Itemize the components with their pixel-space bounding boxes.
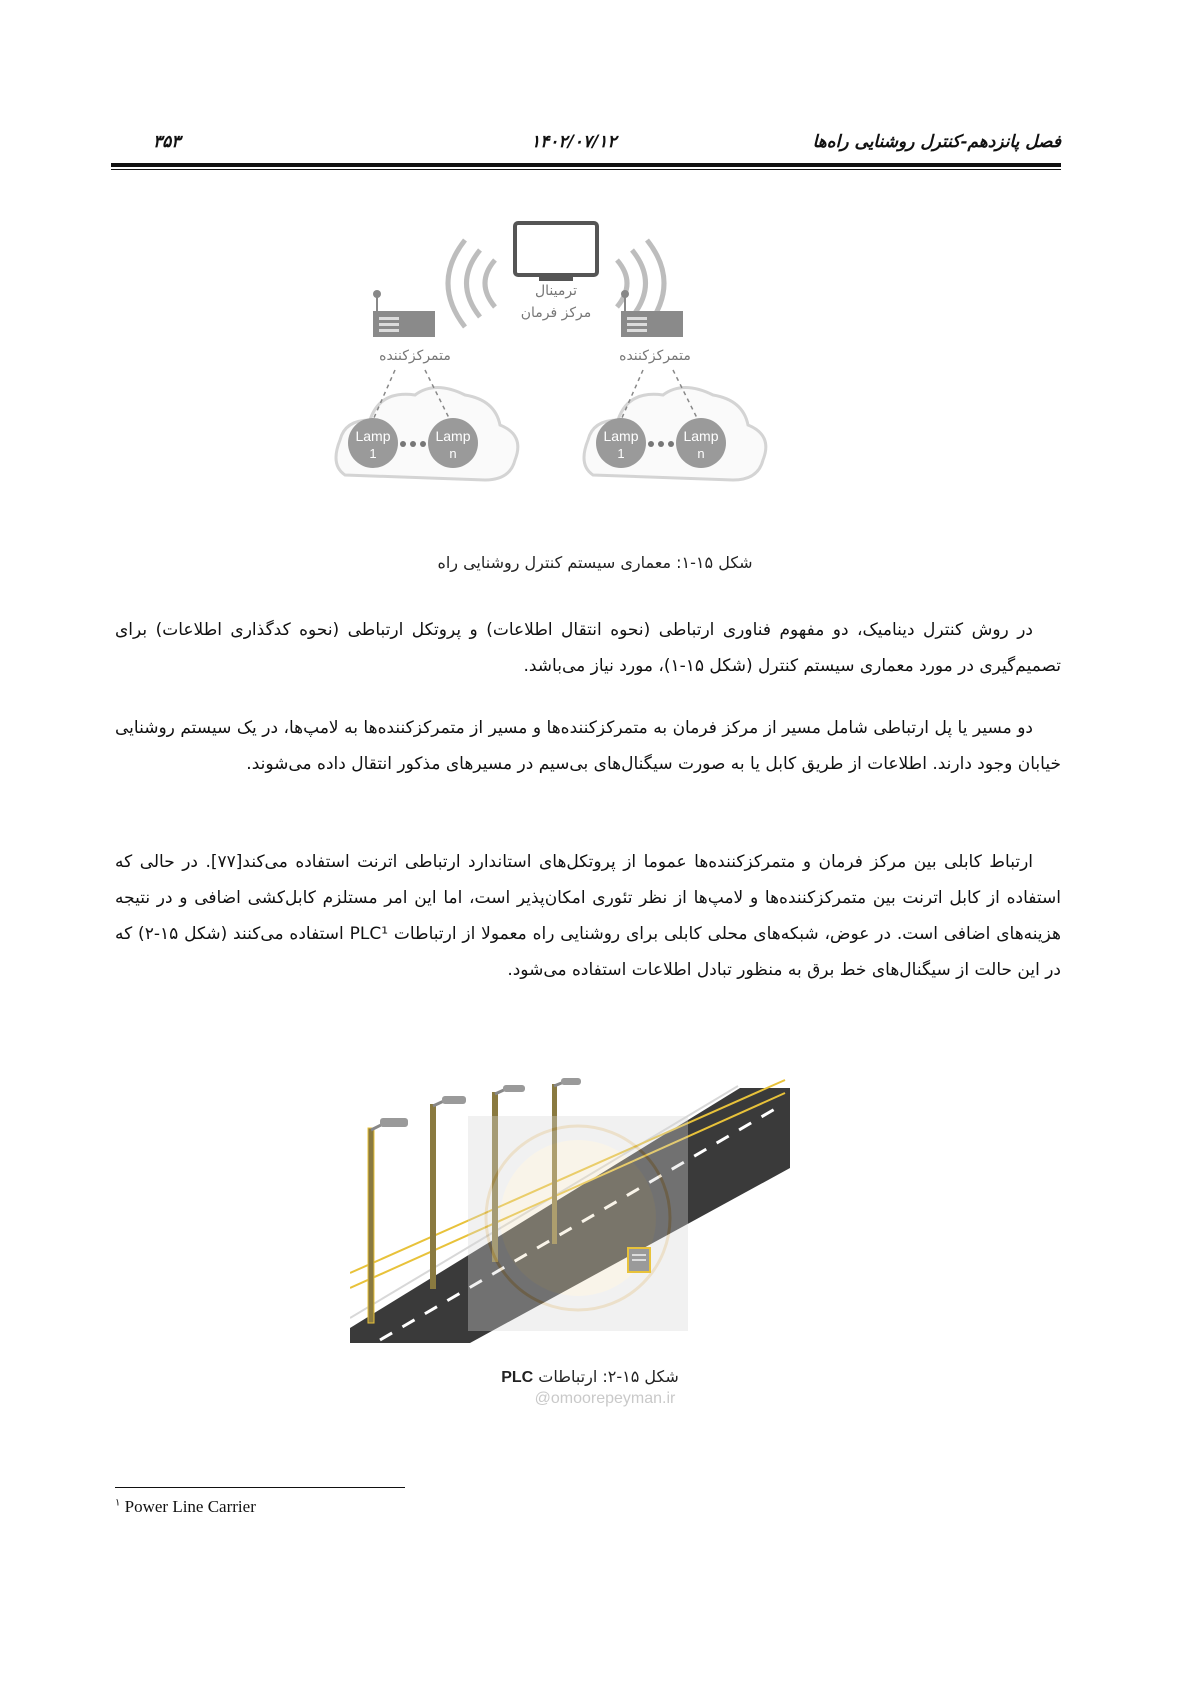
terminal-label: ترمینال — [534, 283, 578, 299]
footnote — [115, 1497, 256, 1517]
svg-text:n: n — [697, 446, 705, 461]
footnote-text: Power Line Carrier — [124, 1497, 256, 1516]
watermark-logo — [468, 1116, 688, 1331]
ellipsis-left — [400, 441, 426, 447]
svg-text:Lamp: Lamp — [683, 428, 719, 444]
paragraph-1 — [115, 612, 1061, 684]
ellipsis-right — [648, 441, 674, 447]
svg-text:Lamp: Lamp — [435, 428, 471, 444]
concentrator-left-label: متمرکزکننده — [379, 348, 451, 364]
lamp-node-right-1 — [596, 418, 646, 468]
page-number: ۳۵۳ — [153, 132, 181, 152]
svg-text:n: n — [449, 446, 457, 461]
lamp-node-left-1 — [348, 418, 398, 468]
page-header — [111, 126, 1061, 166]
concentrator-right-icon — [621, 290, 683, 337]
wireless-waves-left-icon — [448, 240, 495, 327]
footnote-rule — [115, 1487, 405, 1488]
terminal-monitor-icon — [515, 223, 597, 281]
paragraph-3-text: ارتباط کابلی بین مرکز فرمان و متمرکزکننده‌ها عموما از پروتکل‌های استاندارد ارتباطی اترنت استفاده می‌کند[۷۷]. در حالی که استفاده از کابل اترنت بین متمرکزکننده‌ها و لامپ‌ها از نظر تئوری امکان‌پذیر است، اما این امر مستلزم کابل‌کشی اضافی و در نتیجه هزینه‌های اضافی است. در عوض، شبکه‌های محلی کابلی برای روشنایی راه معمولا از ارتباطات PLC¹ استفاده می‌کنند (شکل ۱۵-۲) که در این حالت از سیگنال‌های خط برق به منظور تبادل اطلاعات استفاده می‌شود. — [115, 852, 1061, 980]
header-rule-thin — [111, 169, 1061, 170]
svg-text:Lamp: Lamp — [603, 428, 639, 444]
chapter-title: فصل پانزدهم-کنترل روشنایی راه‌ها — [812, 132, 1061, 152]
header-date: ۱۴۰۲/۰۷/۱۲ — [531, 132, 617, 152]
svg-text:1: 1 — [369, 446, 377, 461]
plc-illustration — [350, 1078, 795, 1358]
header-rule — [111, 163, 1061, 167]
footnote-marker: ۱ — [115, 1497, 121, 1509]
figure1-caption: شکل ۱۵-۱: معماری سیستم کنترل روشنایی راه — [437, 553, 753, 572]
lamp-node-left-n — [428, 418, 478, 468]
svg-text:1: 1 — [617, 446, 625, 461]
paragraph-2 — [115, 710, 1061, 782]
concentrator-box-icon — [628, 1248, 650, 1272]
figure2-caption-text: شکل ۱۵-۲: ارتباطات — [538, 1367, 679, 1386]
svg-text:Lamp: Lamp — [355, 428, 391, 444]
concentrator-right-label: متمرکزکننده — [619, 348, 691, 364]
street-pole-1-icon — [368, 1118, 408, 1323]
lamp-node-right-n — [676, 418, 726, 468]
architecture-diagram — [325, 215, 825, 525]
figure2-caption — [380, 1367, 800, 1387]
concentrator-left-icon — [373, 290, 435, 337]
paragraph-3 — [115, 844, 1061, 988]
watermark-url: @omoorepeyman.ir — [534, 1390, 676, 1407]
command-center-label: مرکز فرمان — [520, 305, 592, 321]
paragraph-2-text: دو مسیر یا پل ارتباطی شامل مسیر از مرکز فرمان به متمرکزکننده‌ها و مسیر از متمرکزکننده‌ها به لامپ‌ها، در یک سیستم روشنایی خیابان وجود دارند. اطلاعات از طریق کابل یا به صورت سیگنال‌های بی‌سیم در مسیرهای مذکور انتقال داده می‌شوند. — [115, 718, 1061, 774]
paragraph-1-text: در روش کنترل دینامیک، دو مفهوم فناوری ارتباطی (نحوه انتقال اطلاعات) و پروتکل ارتباطی (نحوه کدگذاری اطلاعات) برای تصمیم‌گیری در مورد معماری سیستم کنترل (شکل ۱۵-۱)، مورد نیاز می‌باشد. — [115, 620, 1061, 676]
figure2-caption-bold: PLC — [501, 1369, 534, 1386]
